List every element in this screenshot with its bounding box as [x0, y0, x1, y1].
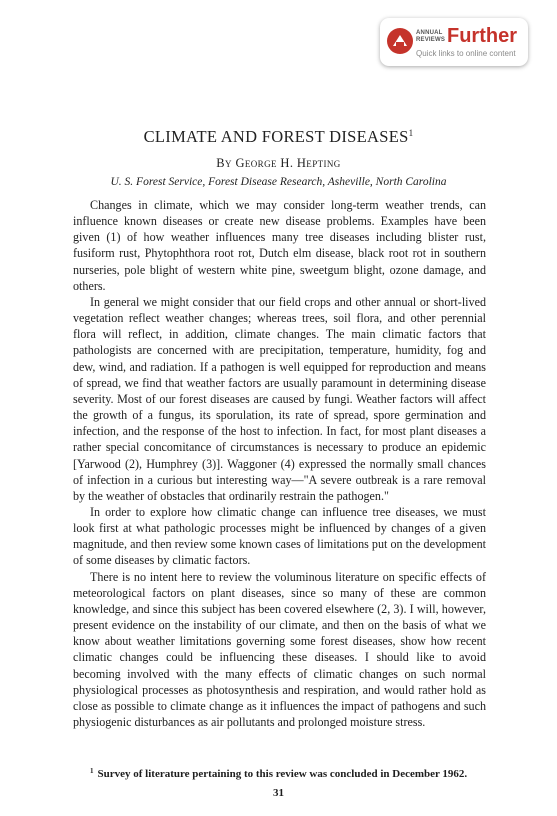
- body-paragraph: Changes in climate, which we may consider long-term weather trends, can influence known diseases or create new disease problems. Examples have been given (1) of how weather influences many tree diseases including blister rust, fusiform rust, Phytophthora root rot, Dutch elm disease, black root rot in southern nurseries, pole blight of western white pine, sweetgum blight, ozone damage, and others.: [73, 198, 486, 293]
- footnote: [90, 765, 490, 781]
- author-affiliation: U. S. Forest Service, Forest Disease Research, Asheville, North Carolina: [110, 176, 447, 188]
- annual-reviews-logo-icon: [386, 27, 414, 55]
- article-body: [73, 197, 486, 730]
- further-badge[interactable]: [380, 18, 528, 66]
- page-number: 31: [273, 787, 284, 799]
- footnote-text: Survey of literature pertaining to this review was concluded in December 1962.: [97, 768, 468, 780]
- article-title: CLIMATE AND FOREST DISEASES$^1$: [143, 127, 414, 146]
- badge-publisher-label: ANNUAL REVIEWS: [416, 30, 446, 43]
- footnote-marker: 1: [90, 767, 94, 775]
- badge-subtitle: Quick links to online content: [416, 49, 516, 58]
- title-footnote-marker[interactable]: 1: [408, 128, 414, 138]
- article-author: By George H. Hepting: [216, 156, 341, 170]
- badge-further-label: Further: [447, 25, 517, 47]
- body-paragraph: In order to explore how climatic change can influence tree diseases, we must look first at what pathologic processes might be influenced by changes of a given magnitude, and then review some known cases of limitations put on the development of some diseases by climatic factors.: [73, 504, 486, 568]
- body-paragraph: In general we might consider that our field crops and other annual or short-lived vegetation reflect weather changes; whereas trees, soil flora, and other perennial flora will reflect, in addition, climate changes. The main climatic factors that pathologists are concerned with are precipitation, temperature, humidity, fog and dew, wind, and radiation. If a pathogen is well equipped for reproduction and means of spread, we find that weather factors are usually paramount in determining disease severity. Most of our forest diseases are caused by fungi. Weather factors will affect the growth of a fungus, its sporulation, its rate of spread, spore germination and infection, and the response of the host to infection. In fact, for most plant diseases a rather special concomitance of circumstances is necessary to produce an epidemic [Yarwood (2), Humphrey (3)]. Waggoner (4) expressed the normally small chances of infection in a curious but interesting way—"A severe outbreak is a rare removal by the weather of obstacles that ordinarily restrain the pathogen.": [73, 294, 486, 503]
- body-paragraph: There is no intent here to review the voluminous literature on specific effects of meteorological factors on plant diseases, since so many of these are common knowledge, and since this subject has been covered elsewhere (2, 3). I will, however, present evidence on the instability of our climate, and then on the basis of what we know about weather limitations governing some forest diseases, show how recent climatic changes could be influencing these diseases. I should like to avoid becoming involved with the many effects of climatic changes on such normal physiological processes as photosynthesis and respiration, and would rather hold as close as possible to climate change as it influences the impact of pathogens and such physiogenic disturbances as air pollutants and prolonged moisture stress.: [73, 569, 486, 729]
